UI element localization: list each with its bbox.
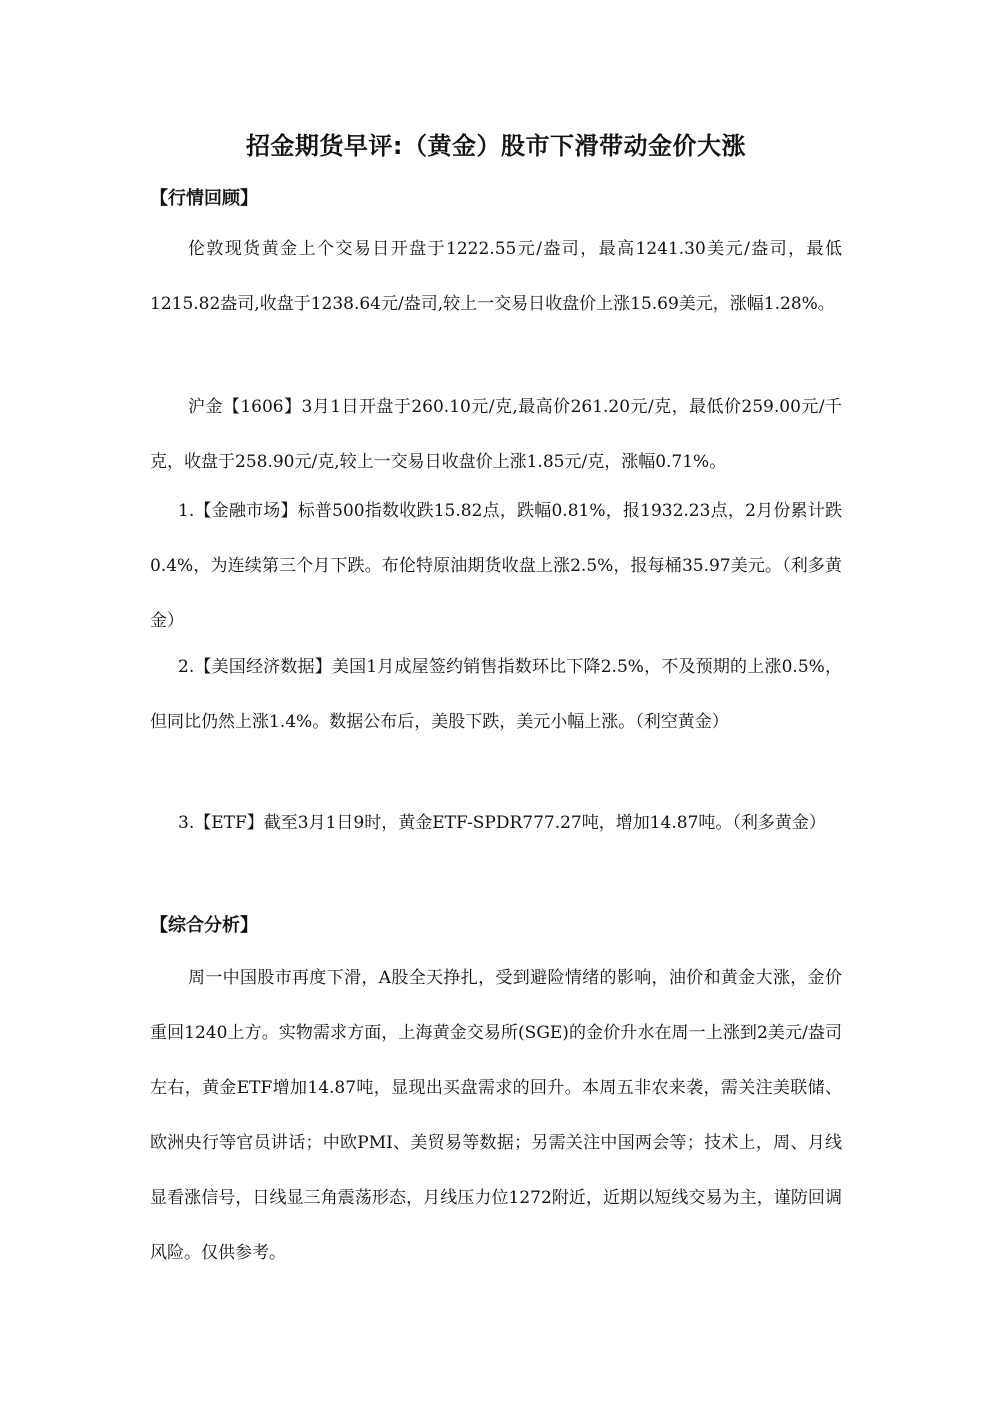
list-item-us-economic-data: 2.【美国经济数据】美国1月成屋签约销售指数环比下降2.5%，不及预期的上涨0.5%，但同比仍然上涨1.4%。数据公布后，美股下跌，美元小幅上涨。（利空黄金） bbox=[150, 657, 842, 732]
paragraph-analysis: 周一中国股市再度下滑，A股全天挣扎，受到避险情绪的影响，油价和黄金大涨，金价重回1240上方。实物需求方面，上海黄金交易所(SGE)的金价升水在周一上涨到2美元/盎司左右，黄金ETF增加14.87吨，显现出买盘需求的回升。本周五非农来袭，需关注美联储、欧洲央行等官员讲话；中欧PMI、美贸易等数据；另需关注中国两会等；技术上，周、月线显看涨信号，日线显三角震荡形态，月线压力位1272附近，近期以短线交易为主，谨防回调风险。仅供参考。 bbox=[150, 968, 842, 1263]
paragraph-london-gold: 伦敦现货黄金上个交易日开盘于1222.55元/盎司，最高1241.30美元/盎司，最低1215.82盎司,收盘于1238.64元/盎司,较上一交易日收盘价上涨15.69美元，涨幅1.28%。 bbox=[150, 239, 842, 314]
section-heading-market-review: 【行情回顾】 bbox=[150, 188, 258, 209]
document-title: 招金期货早评:（黄金）股市下滑带动金价大涨 bbox=[245, 132, 747, 160]
section-heading-comprehensive-analysis: 【综合分析】 bbox=[150, 915, 258, 936]
paragraph-shanghai-gold: 沪金【1606】3月1日开盘于260.10元/克,最高价261.20元/克，最低价259.00元/千克，收盘于258.90元/克,较上一交易日收盘价上涨1.85元/克，涨幅0.71%。 bbox=[150, 397, 842, 472]
list-item-etf: 3.【ETF】截至3月1日9时，黄金ETF-SPDR777.27吨，增加14.87吨。（利多黄金） bbox=[178, 813, 826, 833]
list-item-financial-market: 1.【金融市场】标普500指数收跌15.82点，跌幅0.81%，报1932.23点，2月份累计跌0.4%，为连续第三个月下跌。布伦特原油期货收盘上涨2.5%，报每桶35.97美元。（利多黄金） bbox=[150, 501, 842, 631]
